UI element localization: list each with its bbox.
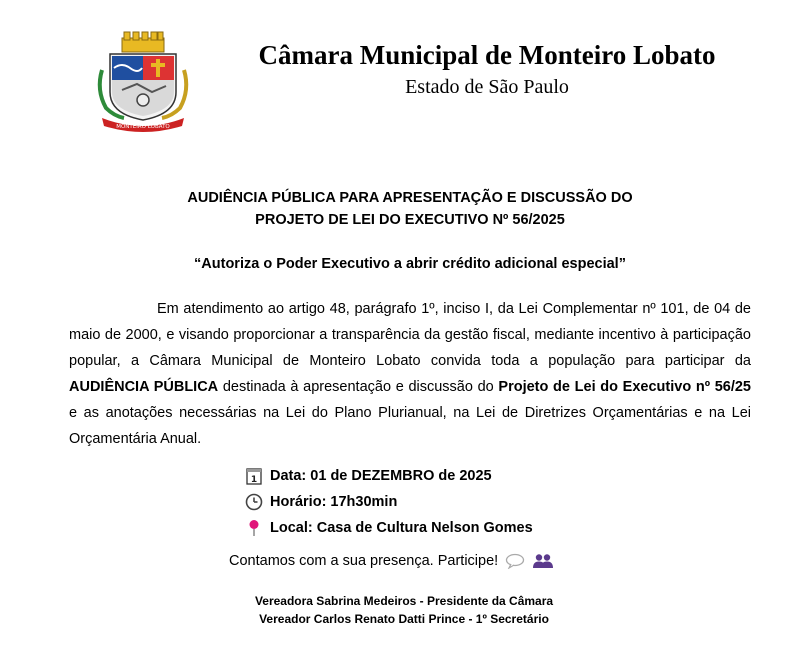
clock-icon: [243, 492, 265, 512]
notice-title: [80, 187, 740, 231]
speech-bubble-icon: [505, 553, 525, 569]
notice-body: [69, 296, 751, 452]
body-bold-projeto: Projeto de Lei do Executivo nº 56/25: [498, 379, 751, 395]
organization-state: Estado de São Paulo: [405, 76, 569, 98]
municipal-crest-logo: [92, 30, 194, 132]
body-bold-audiencia: AUDIÊNCIA PÚBLICA: [69, 379, 219, 395]
svg-text:1: 1: [250, 475, 258, 485]
signature-secretary: Vereador Carlos Renato Datti Prince - 1º Secretário: [259, 612, 549, 626]
notice-title-line1: AUDIÊNCIA PÚBLICA PARA APRESENTAÇÃO E DISCUSSÃO DO: [187, 190, 633, 206]
event-date-text: Data: 01 de DEZEMBRO de 2025: [270, 468, 492, 484]
people-icon: [532, 553, 554, 569]
body-part2: destinada à apresentação e discussão do: [218, 379, 499, 395]
closing-text: Contamos com a sua presença. Participe!: [229, 553, 499, 569]
event-location: [243, 515, 643, 541]
event-details: [243, 463, 643, 541]
notice-title-line2: PROJETO DE LEI DO EXECUTIVO Nº 56/2025: [255, 212, 565, 228]
signatures: [180, 592, 628, 628]
closing-message: [229, 553, 629, 569]
notice-subtitle: “Autoriza o Poder Executivo a abrir crédito adicional especial”: [194, 256, 626, 272]
organization-name: Câmara Municipal de Monteiro Lobato: [258, 40, 716, 70]
svg-text:MONTEIRO LOBATO: MONTEIRO LOBATO: [116, 124, 170, 130]
body-part1: Em atendimento ao artigo 48, parágrafo 1º, inciso I, da Lei Complementar nº 101, de 04 de maio de 2000, e visando proporcionar a transparência da gestão fiscal, mediante incentivo à participação popular, a Câmara Municipal de Monteiro Lobato convida toda a população para participar da: [69, 301, 751, 369]
letterhead: [0, 0, 808, 140]
event-location-text: Local: Casa de Cultura Nelson Gomes: [270, 520, 533, 536]
event-date: [243, 463, 643, 489]
calendar-icon: [243, 466, 265, 486]
pin-icon: [243, 518, 265, 538]
signature-president: Vereadora Sabrina Medeiros - Presidente da Câmara: [254, 594, 554, 608]
event-time: [243, 489, 643, 515]
body-part3: e as anotações necessárias na Lei do Plano Plurianual, na Lei de Diretrizes Orçamentárias e na Lei Orçamentária Anual.: [69, 405, 751, 447]
event-time-text: Horário: 17h30min: [270, 494, 398, 510]
